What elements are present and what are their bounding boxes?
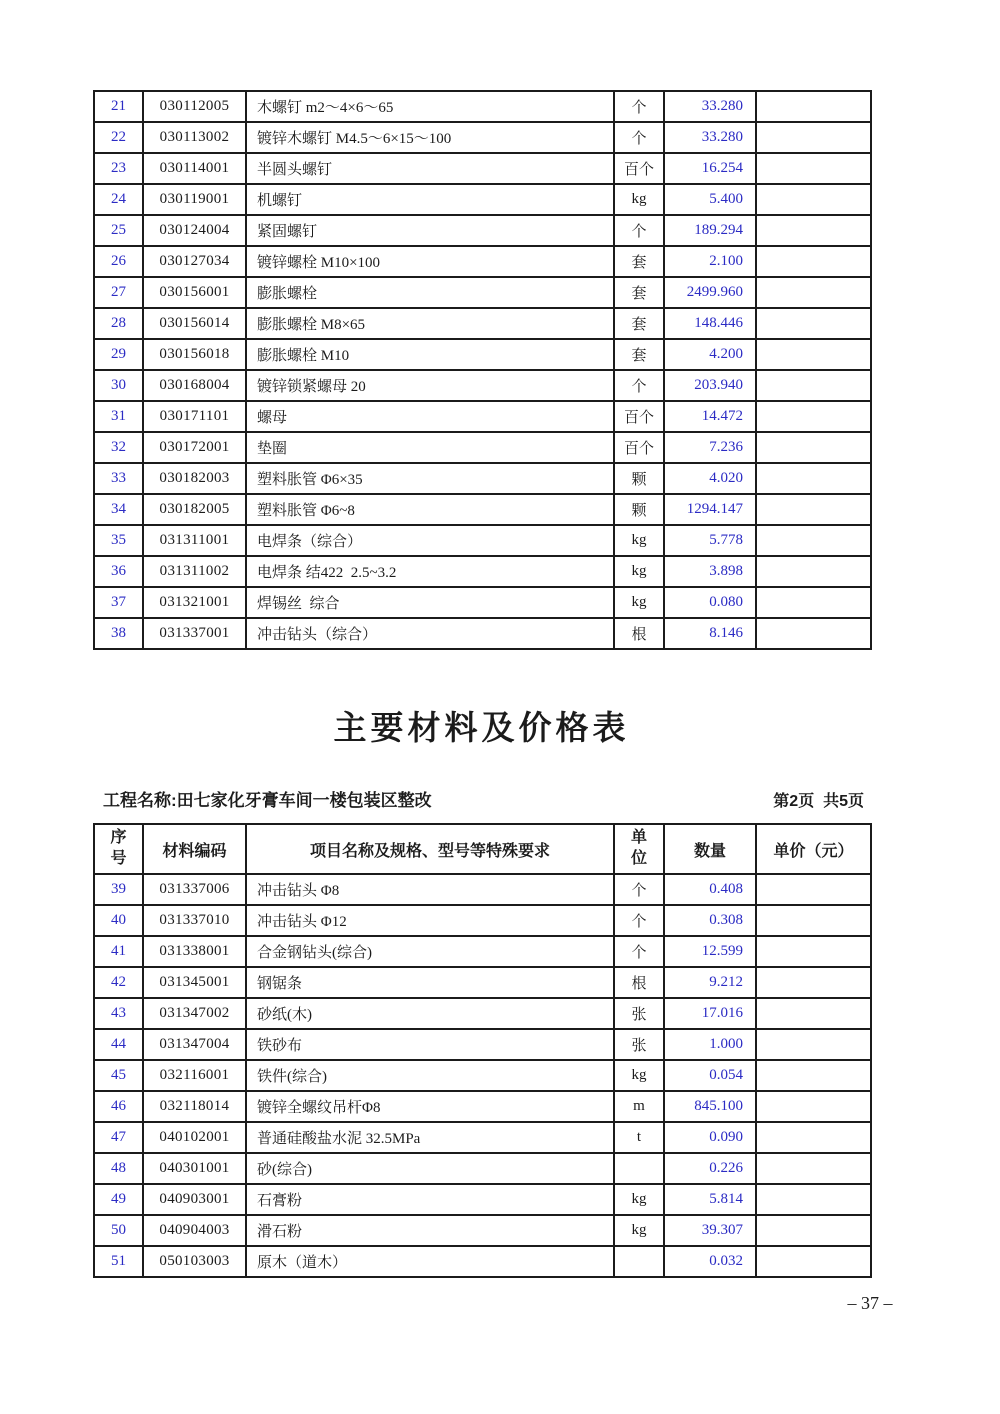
item-name-cell: 原木（道木）	[246, 1246, 614, 1277]
unit-cell: 根	[614, 967, 664, 998]
unit-cell: t	[614, 1122, 664, 1153]
quantity-cell: 4.200	[664, 339, 756, 370]
item-name-cell: 膨胀螺栓 M8×65	[246, 308, 614, 339]
item-name-cell: 膨胀螺栓 M10	[246, 339, 614, 370]
serial-number-cell: 39	[94, 874, 143, 905]
quantity-cell: 5.778	[664, 525, 756, 556]
material-code-cell: 040904003	[143, 1215, 246, 1246]
material-code-cell: 032116001	[143, 1060, 246, 1091]
quantity-cell: 5.400	[664, 184, 756, 215]
quantity-cell: 16.254	[664, 153, 756, 184]
table-row	[94, 277, 871, 308]
materials-table-continuation	[93, 90, 872, 650]
unit-cell: 张	[614, 998, 664, 1029]
table-row	[94, 1091, 871, 1122]
unit-cell: 根	[614, 618, 664, 649]
quantity-cell: 0.090	[664, 1122, 756, 1153]
material-code-cell: 030171101	[143, 401, 246, 432]
quantity-cell: 148.446	[664, 308, 756, 339]
unit-price-cell	[756, 184, 871, 215]
table-row	[94, 1153, 871, 1184]
quantity-cell: 9.212	[664, 967, 756, 998]
unit-price-cell	[756, 215, 871, 246]
item-name-cell: 铁件(综合)	[246, 1060, 614, 1091]
quantity-cell: 17.016	[664, 998, 756, 1029]
serial-number-cell: 32	[94, 432, 143, 463]
header-serial-number: 序号	[94, 824, 143, 874]
item-name-cell: 焊锡丝 综合	[246, 587, 614, 618]
unit-price-cell	[756, 1091, 871, 1122]
unit-price-cell	[756, 308, 871, 339]
unit-cell: 套	[614, 308, 664, 339]
unit-price-cell	[756, 618, 871, 649]
serial-number-cell: 24	[94, 184, 143, 215]
item-name-cell: 冲击钻头（综合）	[246, 618, 614, 649]
unit-price-cell	[756, 122, 871, 153]
item-name-cell: 螺母	[246, 401, 614, 432]
quantity-cell: 7.236	[664, 432, 756, 463]
material-code-cell: 030156018	[143, 339, 246, 370]
item-name-cell: 垫圈	[246, 432, 614, 463]
unit-cell: kg	[614, 525, 664, 556]
serial-number-cell: 31	[94, 401, 143, 432]
quantity-cell: 0.080	[664, 587, 756, 618]
header-quantity: 数量	[664, 824, 756, 874]
serial-number-cell: 48	[94, 1153, 143, 1184]
serial-number-cell: 25	[94, 215, 143, 246]
item-name-cell: 电焊条（综合）	[246, 525, 614, 556]
unit-price-cell	[756, 1153, 871, 1184]
quantity-cell: 845.100	[664, 1091, 756, 1122]
item-name-cell: 膨胀螺栓	[246, 277, 614, 308]
quantity-cell: 2.100	[664, 246, 756, 277]
item-name-cell: 冲击钻头 Φ12	[246, 905, 614, 936]
material-code-cell: 030124004	[143, 215, 246, 246]
material-code-cell: 030113002	[143, 122, 246, 153]
page-indicator: 第2页 共5页	[773, 793, 864, 810]
serial-number-cell: 28	[94, 308, 143, 339]
unit-cell: 百个	[614, 153, 664, 184]
quantity-cell: 0.226	[664, 1153, 756, 1184]
serial-number-cell: 34	[94, 494, 143, 525]
unit-price-cell	[756, 967, 871, 998]
material-code-cell: 032118014	[143, 1091, 246, 1122]
material-code-cell: 030119001	[143, 184, 246, 215]
table-row	[94, 494, 871, 525]
quantity-cell: 189.294	[664, 215, 756, 246]
unit-cell: 个	[614, 874, 664, 905]
unit-cell	[614, 1246, 664, 1277]
serial-number-cell: 42	[94, 967, 143, 998]
serial-number-cell: 30	[94, 370, 143, 401]
header-unit: 单位	[614, 824, 664, 874]
unit-cell: 套	[614, 246, 664, 277]
material-code-cell: 031337001	[143, 618, 246, 649]
material-code-cell: 031337006	[143, 874, 246, 905]
serial-number-cell: 50	[94, 1215, 143, 1246]
unit-price-cell	[756, 401, 871, 432]
unit-cell: 个	[614, 215, 664, 246]
serial-number-cell: 45	[94, 1060, 143, 1091]
serial-number-cell: 23	[94, 153, 143, 184]
table-row	[94, 215, 871, 246]
quantity-cell: 4.020	[664, 463, 756, 494]
quantity-cell: 0.054	[664, 1060, 756, 1091]
material-code-cell: 031347004	[143, 1029, 246, 1060]
quantity-cell: 2499.960	[664, 277, 756, 308]
project-name: 工程名称:田七家化牙膏车间一楼包装区整改	[103, 791, 432, 810]
serial-number-cell: 33	[94, 463, 143, 494]
unit-price-cell	[756, 494, 871, 525]
quantity-cell: 0.308	[664, 905, 756, 936]
serial-number-cell: 29	[94, 339, 143, 370]
table-row	[94, 122, 871, 153]
material-code-cell: 030172001	[143, 432, 246, 463]
serial-number-cell: 46	[94, 1091, 143, 1122]
quantity-cell: 39.307	[664, 1215, 756, 1246]
unit-cell: 个	[614, 122, 664, 153]
item-name-cell: 冲击钻头 Φ8	[246, 874, 614, 905]
serial-number-cell: 37	[94, 587, 143, 618]
table-row	[94, 618, 871, 649]
material-code-cell: 031337010	[143, 905, 246, 936]
serial-number-cell: 47	[94, 1122, 143, 1153]
material-code-cell: 050103003	[143, 1246, 246, 1277]
unit-cell: kg	[614, 587, 664, 618]
unit-cell: kg	[614, 1184, 664, 1215]
table-row	[94, 874, 871, 905]
material-code-cell: 031345001	[143, 967, 246, 998]
unit-price-cell	[756, 874, 871, 905]
unit-price-cell	[756, 1122, 871, 1153]
unit-cell: 个	[614, 905, 664, 936]
serial-number-cell: 38	[94, 618, 143, 649]
unit-price-cell	[756, 1246, 871, 1277]
page-title: 主要材料及价格表	[333, 711, 630, 747]
quantity-cell: 0.408	[664, 874, 756, 905]
unit-price-cell	[756, 463, 871, 494]
material-code-cell: 030156001	[143, 277, 246, 308]
header-row	[94, 824, 871, 874]
meta-line	[93, 786, 870, 811]
unit-cell: 套	[614, 339, 664, 370]
continuation-table-body	[94, 91, 871, 649]
quantity-cell: 14.472	[664, 401, 756, 432]
header-unit-price: 单价（元）	[756, 824, 871, 874]
serial-number-cell: 21	[94, 91, 143, 122]
serial-number-cell: 44	[94, 1029, 143, 1060]
table-row	[94, 1184, 871, 1215]
unit-price-cell	[756, 277, 871, 308]
unit-price-cell	[756, 587, 871, 618]
unit-cell: 百个	[614, 401, 664, 432]
unit-price-cell	[756, 525, 871, 556]
table-row	[94, 1122, 871, 1153]
table-row	[94, 91, 871, 122]
material-code-cell: 031311002	[143, 556, 246, 587]
unit-cell: m	[614, 1091, 664, 1122]
item-name-cell: 塑料胀管 Φ6×35	[246, 463, 614, 494]
quantity-cell: 1294.147	[664, 494, 756, 525]
serial-number-cell: 40	[94, 905, 143, 936]
material-code-cell: 031347002	[143, 998, 246, 1029]
unit-price-cell	[756, 998, 871, 1029]
item-name-cell: 滑石粉	[246, 1215, 614, 1246]
table-row	[94, 308, 871, 339]
item-name-cell: 石膏粉	[246, 1184, 614, 1215]
material-code-cell: 030156014	[143, 308, 246, 339]
unit-price-cell	[756, 1215, 871, 1246]
unit-price-cell	[756, 905, 871, 936]
unit-cell: 个	[614, 370, 664, 401]
table-row	[94, 339, 871, 370]
serial-number-cell: 27	[94, 277, 143, 308]
serial-number-cell: 35	[94, 525, 143, 556]
quantity-cell: 203.940	[664, 370, 756, 401]
material-code-cell: 030168004	[143, 370, 246, 401]
table-row	[94, 525, 871, 556]
unit-cell: 个	[614, 91, 664, 122]
unit-cell: kg	[614, 556, 664, 587]
quantity-cell: 5.814	[664, 1184, 756, 1215]
table-row	[94, 587, 871, 618]
item-name-cell: 镀锌锁紧螺母 20	[246, 370, 614, 401]
table-row	[94, 1215, 871, 1246]
unit-price-cell	[756, 556, 871, 587]
unit-cell: kg	[614, 1060, 664, 1091]
unit-cell: 颗	[614, 463, 664, 494]
unit-price-cell	[756, 1184, 871, 1215]
serial-number-cell: 36	[94, 556, 143, 587]
material-code-cell: 040903001	[143, 1184, 246, 1215]
header-item-name: 项目名称及规格、型号等特殊要求	[246, 824, 614, 874]
serial-number-cell: 41	[94, 936, 143, 967]
unit-price-cell	[756, 246, 871, 277]
item-name-cell: 机螺钉	[246, 184, 614, 215]
material-code-cell: 030127034	[143, 246, 246, 277]
table-header	[94, 824, 871, 874]
header-material-code: 材料编码	[143, 824, 246, 874]
table-row	[94, 998, 871, 1029]
material-code-cell: 040301001	[143, 1153, 246, 1184]
table-row	[94, 556, 871, 587]
unit-cell	[614, 1153, 664, 1184]
materials-table-main	[93, 823, 872, 1278]
material-code-cell: 030182003	[143, 463, 246, 494]
item-name-cell: 砂(综合)	[246, 1153, 614, 1184]
quantity-cell: 8.146	[664, 618, 756, 649]
quantity-cell: 1.000	[664, 1029, 756, 1060]
material-code-cell: 030182005	[143, 494, 246, 525]
item-name-cell: 钢锯条	[246, 967, 614, 998]
item-name-cell: 电焊条 结422 2.5~3.2	[246, 556, 614, 587]
unit-cell: kg	[614, 184, 664, 215]
item-name-cell: 铁砂布	[246, 1029, 614, 1060]
material-code-cell: 031311001	[143, 525, 246, 556]
table-row	[94, 370, 871, 401]
item-name-cell: 塑料胀管 Φ6~8	[246, 494, 614, 525]
item-name-cell: 紧固螺钉	[246, 215, 614, 246]
table-row	[94, 905, 871, 936]
unit-price-cell	[756, 370, 871, 401]
main-table-body	[94, 874, 871, 1277]
table-row	[94, 246, 871, 277]
table-row	[94, 184, 871, 215]
quantity-cell: 0.032	[664, 1246, 756, 1277]
item-name-cell: 镀锌螺栓 M10×100	[246, 246, 614, 277]
quantity-cell: 3.898	[664, 556, 756, 587]
serial-number-cell: 22	[94, 122, 143, 153]
unit-price-cell	[756, 153, 871, 184]
table-row	[94, 463, 871, 494]
table-row	[94, 936, 871, 967]
material-code-cell: 031338001	[143, 936, 246, 967]
serial-number-cell: 49	[94, 1184, 143, 1215]
unit-price-cell	[756, 1060, 871, 1091]
item-name-cell: 半圆头螺钉	[246, 153, 614, 184]
unit-price-cell	[756, 1029, 871, 1060]
unit-cell: kg	[614, 1215, 664, 1246]
serial-number-cell: 26	[94, 246, 143, 277]
serial-number-cell: 51	[94, 1246, 143, 1277]
material-code-cell: 031321001	[143, 587, 246, 618]
table-row	[94, 432, 871, 463]
unit-cell: 个	[614, 936, 664, 967]
quantity-cell: 33.280	[664, 122, 756, 153]
item-name-cell: 镀锌木螺钉 M4.5～6×15～100	[246, 122, 614, 153]
material-code-cell: 030114001	[143, 153, 246, 184]
item-name-cell: 普通硅酸盐水泥 32.5MPa	[246, 1122, 614, 1153]
table-row	[94, 1029, 871, 1060]
table-row	[94, 1060, 871, 1091]
serial-number-cell: 43	[94, 998, 143, 1029]
item-name-cell: 木螺钉 m2～4×6～65	[246, 91, 614, 122]
quantity-cell: 12.599	[664, 936, 756, 967]
unit-cell: 百个	[614, 432, 664, 463]
table-row	[94, 401, 871, 432]
footer-page-number: – 37 –	[847, 1293, 893, 1313]
unit-price-cell	[756, 91, 871, 122]
unit-cell: 套	[614, 277, 664, 308]
table-row	[94, 1246, 871, 1277]
material-code-cell: 030112005	[143, 91, 246, 122]
item-name-cell: 合金钢钻头(综合)	[246, 936, 614, 967]
unit-cell: 张	[614, 1029, 664, 1060]
unit-price-cell	[756, 432, 871, 463]
unit-price-cell	[756, 339, 871, 370]
quantity-cell: 33.280	[664, 91, 756, 122]
table-row	[94, 153, 871, 184]
table-row	[94, 967, 871, 998]
item-name-cell: 砂纸(木)	[246, 998, 614, 1029]
unit-price-cell	[756, 936, 871, 967]
unit-cell: 颗	[614, 494, 664, 525]
item-name-cell: 镀锌全螺纹吊杆Φ8	[246, 1091, 614, 1122]
material-code-cell: 040102001	[143, 1122, 246, 1153]
